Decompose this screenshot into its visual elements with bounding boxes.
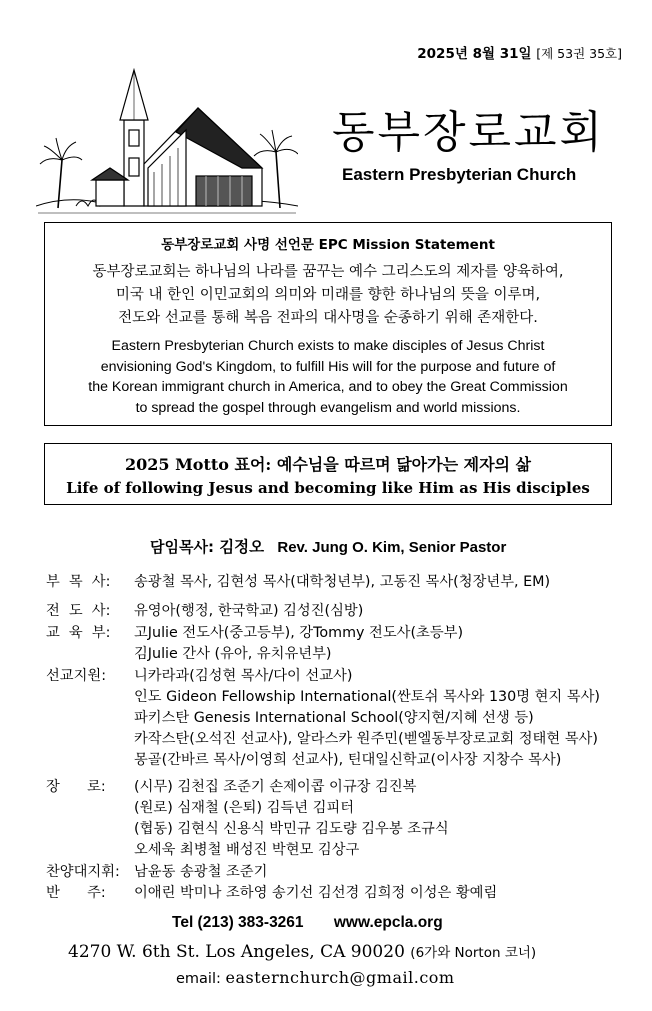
mission-korean-line: 전도와 선교를 통해 복음 전파의 대사명을 순종하기 위해 존재한다.: [118, 310, 538, 326]
street-address: 4270 W. 6th St. Los Angeles, CA 90020: [68, 942, 405, 962]
email-address[interactable]: easternchurch@gmail.com: [225, 968, 455, 987]
bulletin-issue: [제 53권 35호]: [536, 46, 622, 61]
mission-korean: [45, 261, 611, 330]
mission-english-line: to spread the gospel through evangelism and world missions.: [135, 399, 521, 416]
choir-directors-label: 찬양대지휘:: [46, 864, 120, 880]
mission-english: [45, 336, 611, 418]
accompanists-label: 반 주:: [46, 885, 106, 901]
motto-box: [44, 443, 612, 505]
senior-pastor-name: 김정오: [219, 538, 265, 556]
missions-line: 카작스탄(오석진 선교사), 알라스카 원주민(벧엘동부장로교회 정태현 목사): [134, 731, 598, 747]
mission-statement-box: [44, 222, 612, 426]
evangelists: 유영아(행정, 한국학교) 김성진(심방): [134, 603, 364, 619]
address-note: (6가와 Norton 코너): [410, 945, 537, 961]
elders-line: 오세욱 최병철 배성진 박현모 김상구: [134, 842, 360, 858]
email-label: email:: [176, 971, 221, 987]
mission-english-line: envisioning God's Kingdom, to fulfill His will for the purpose and future of: [100, 358, 556, 375]
missions-line: 몽골(간바르 목사/이영희 선교사), 틴대일신학교(이사장 지창수 목사): [134, 752, 562, 768]
senior-pastor-english: Rev. Jung O. Kim, Senior Pastor: [277, 539, 507, 556]
missions-line: 인도 Gideon Fellowship International(싼토쉬 목사와 130명 현지 목사): [134, 689, 600, 705]
mission-english-line: Eastern Presbyterian Church exists to make disciples of Jesus Christ: [111, 338, 545, 354]
choir-directors: 남윤동 송광철 조준기: [134, 864, 268, 880]
elders-line: (원로) 심재철 (은퇴) 김득년 김피터: [134, 800, 355, 816]
elders-line: (시무) 김천집 조준기 손제이콥 이규장 김진복: [134, 779, 417, 795]
website-link[interactable]: www.epcla.org: [333, 914, 443, 931]
education-line: 고Julie 전도사(중고등부), 강Tommy 전도사(초등부): [134, 625, 464, 641]
mission-english-line: the Korean immigrant church in America, and to obey the Great Commission: [88, 379, 568, 395]
senior-pastor-label: 담임목사:: [150, 538, 214, 556]
education-line: 김Julie 간사 (유아, 유치유년부): [134, 646, 332, 662]
bulletin-date-line: [372, 42, 622, 62]
missions-line: 파키스탄 Genesis International School(양지현/지혜 선생 등): [134, 710, 534, 726]
associate-pastors: 송광철 목사, 김현성 목사(대학청년부), 고동진 목사(청장년부, EM): [134, 574, 551, 590]
elders-label: 장 로:: [46, 779, 106, 795]
senior-pastor: [150, 535, 506, 557]
phone-number: Tel (213) 383-3261: [172, 914, 304, 931]
church-illustration: [36, 68, 298, 218]
missions-label: 선교지원:: [46, 668, 107, 684]
missions-line: 니카라과(김성현 목사/다이 선교사): [134, 668, 353, 684]
education-label: 교 육 부:: [46, 625, 111, 641]
motto-english: Life of following Jesus and becoming like Him as His disciples: [66, 479, 590, 497]
church-name-english: Eastern Presbyterian Church: [342, 165, 577, 184]
mission-heading: 동부장로교회 사명 선언문 EPC Mission Statement: [161, 237, 495, 253]
contact-line: [172, 914, 443, 932]
address-line: [68, 941, 536, 962]
mission-korean-line: 미국 내 한인 이민교회의 의미와 미래를 향한 하나님의 뜻을 이루며,: [115, 287, 541, 303]
evangelists-label: 전 도 사:: [46, 603, 111, 619]
bulletin-date: 2025년 8월 31일: [417, 46, 532, 62]
accompanists: 이애린 박미나 조하영 송기선 김선경 김희정 이성은 황예림: [134, 885, 498, 901]
elders-line: (협동) 김현식 신용식 박민규 김도량 김우봉 조규식: [134, 821, 449, 837]
mission-korean-line: 동부장로교회는 하나님의 나라를 꿈꾸는 예수 그리스도의 제자를 양육하여,: [92, 264, 564, 280]
motto-korean: 2025 Motto 표어: 예수님을 따르며 닮아가는 제자의 삶: [124, 455, 532, 474]
church-name-korean: 동부장로교회: [332, 107, 606, 158]
associate-pastors-label: 부 목 사:: [46, 574, 111, 590]
email-line: [176, 968, 455, 987]
